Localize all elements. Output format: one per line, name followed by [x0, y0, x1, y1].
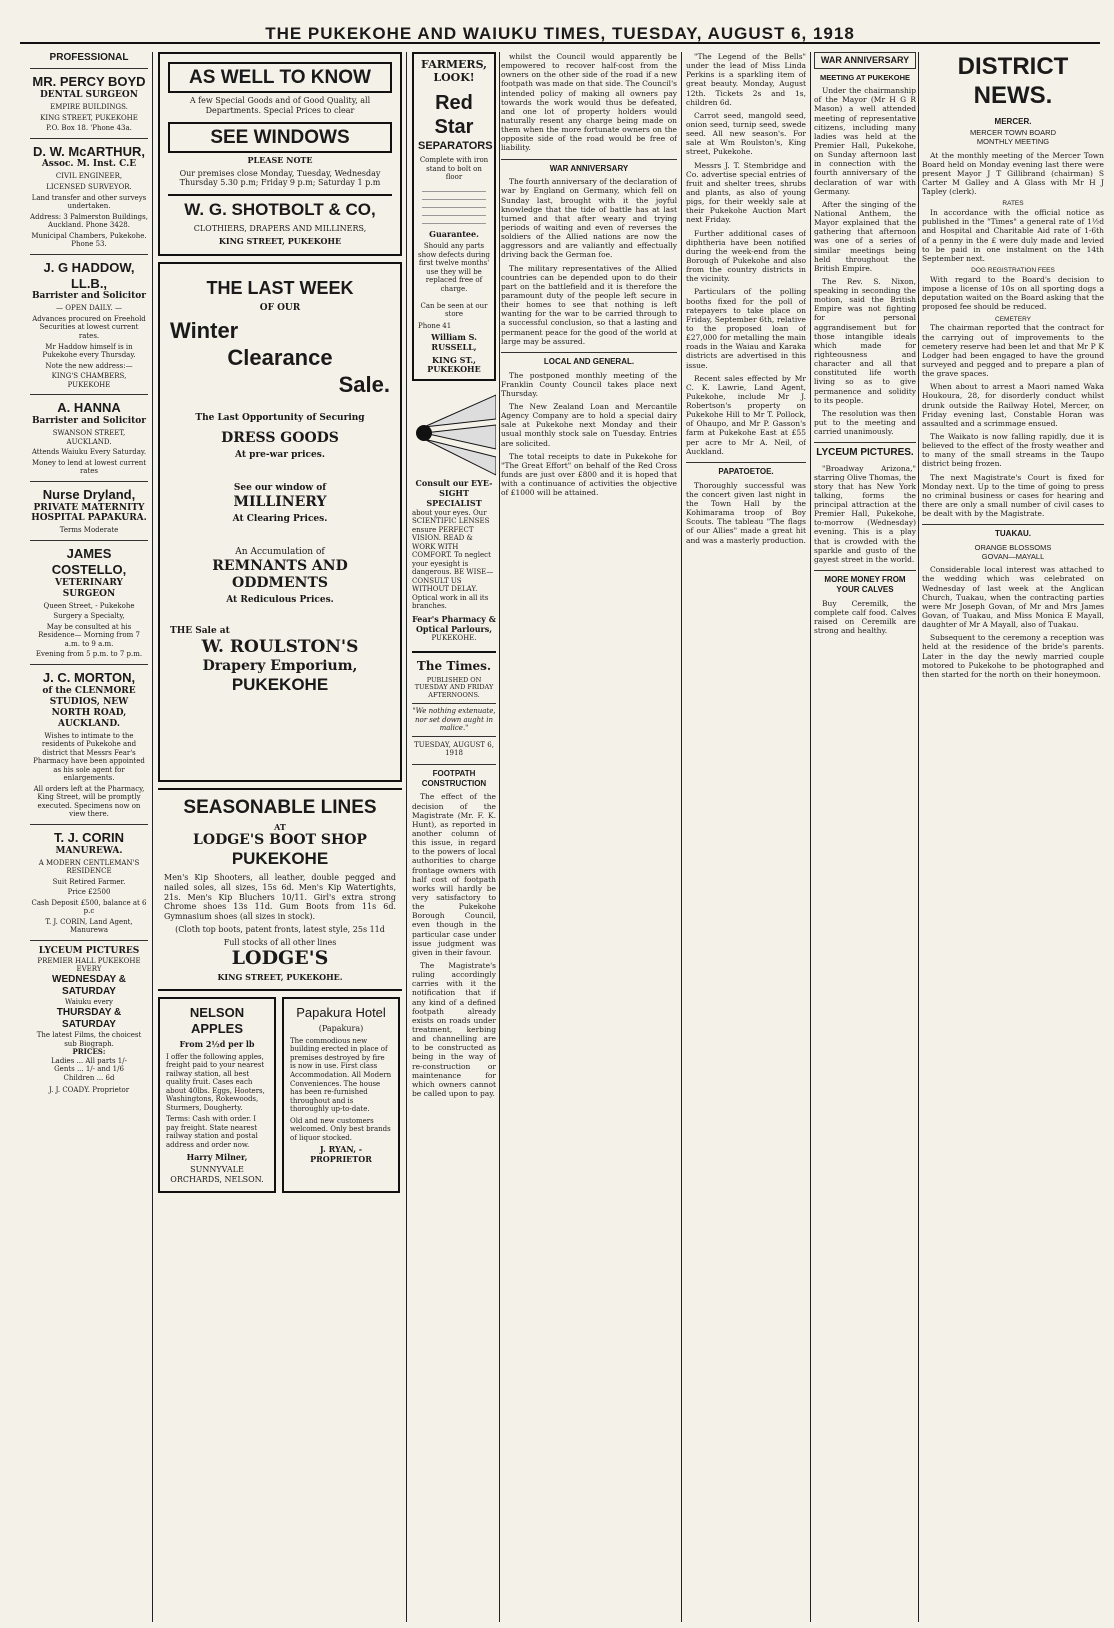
ads-column	[158, 52, 402, 1622]
optical-ad: Consult our EYE-SIGHT SPECIALIST about your eyes. Our SCIENTIFIC LENSES ensure PERFECT VISION. READ & WORK WITH COMFORT. To neglect your eyesight is dangerous. BE WISE—CONSULT US WITHOUT DELAY. Optical work in all its branches. Fear's Pharmacy & Optical Parlours, PUKEKOHE.	[412, 478, 496, 643]
professional-card: D. W. McARTHUR, Assoc. M. Inst. C.E CIVIL ENGINEER, LICENSED SURVEYOR. Land transfer and other surveys undertaken. Address: 3 Palmerston Buildings, Auckland. Phone 3428. Municipal Chambers, Pukekohe. Phone 53.	[30, 139, 148, 255]
war-anniversary-heading: WAR ANNIVERSARY	[501, 159, 677, 174]
calves-heading: MORE MONEY FROM YOUR CALVES	[814, 570, 916, 595]
tuakau-heading: TUAKAU.	[922, 524, 1104, 539]
lyceum-ad: LYCEUM PICTURES PREMIER HALL PUKEKOHE EVERY WEDNESDAY & SATURDAY Waiuku every THURSDAY & SATURDAY The latest Films, the choicest sub Biograph. PRICES: Ladies ... All parts 1/- Gents ... 1/- and 1/6 Children ... 6d J. J. COADY. Proprietor	[36, 945, 142, 1095]
roulston-ad: THE LAST WEEK OF OUR Winter Clearance Sale. The Last Opportunity of Securing DRESS GOODS At pre-war prices. See our window of MILLINERY At Clearing Prices. An Accumulation of REMNANTS AND ODDMENTS At Rediculous Prices. THE Sale at W. ROULSTON'S Drapery Emporium, PUKEKOHE	[158, 262, 402, 782]
lyceum-pictures-heading: LYCEUM PICTURES.	[814, 442, 916, 459]
war-meeting-column: WAR ANNIVERSARY MEETING AT PUKEKOHE Under the chairmanship of the Mayor (Mr H G R Mason) a well attended meeting of representative citizens, including many ladies was held at the Premier Hall, Pukekohe, on Sunday afternoon last in connection with the fourth anniversary of the declaration of war with Germany. After the singing of the National Anthem, the Mayor explained that the gathering that afternoon was one of a series of similar meetings being held throughout the British Empire. The Rev. S. Nixon, speaking in seconding the motion, said the British Empire was not fighting for personal aggrandisement but for those intangible ideals which made for righteousness and character and all that constituted life worth living so as to give permanence and solidity to its people. The resolution was then put to the meeting and carried unanimously. LYCEUM PICTURES. "Broadway Arizona," starring Olive Thomas, the story that has New York talking, forms the principal attraction at the Premier Hall, Pukekohe, to-morrow (Wednesday) evening. This is a play that is crowded with the sparkle and gusto of the gayest street in the world. MORE MONEY FROM YOUR CALVES Buy Ceremilk, the complete calf food. Calves raised on Ceremilk are strong and healthy.	[814, 52, 916, 1622]
lodges-ad: SEASONABLE LINES AT LODGE'S BOOT SHOP PUKEKOHE Men's Kip Shooters, all leather, double pegged and nailed soles, all sizes, 15s 6d. Men's Kip Watertights, 21s. Men's Kip Bluchers 10/11. Girl's extra strong Chrome shoes 13s 11d. Gum Boots from 11s 6d. Gymnasium shoes (all sizes in stock). (Cloth top boots, patent fronts, latest style, 25s 11d Full stocks of all other lines LODGE'S KING STREET, PUKEKOHE.	[158, 788, 402, 991]
professional-card: J. C. MORTON, of the CLENMORE STUDIOS, NEW NORTH ROAD, AUCKLAND. Wishes to intimate to the residents of Pukekohe and district that Messrs Fear's Pharmacy have been appointed as his sole agent for enlargements. All orders left at the Pharmacy, King Street, will be promptly executed. Specimens now on view there.	[30, 665, 148, 825]
nelson-apples-ad: NELSON APPLES From 2½d per lb I offer the following apples, freight paid to your nearest railway station, all best quality fruit. Cases each about 40lbs. Eggs, Hooters, Washingtons, Rokewoods, Sturmers, Dougherty. Terms: Cash with order. I pay freight. State nearest railway station and postal address and order now. Harry Milner, SUNNYVALE ORCHARDS, NELSON.	[158, 997, 276, 1193]
professional-column	[30, 52, 148, 1622]
local-general-heading: LOCAL AND GENERAL.	[501, 352, 677, 367]
times-title: The Times.	[416, 658, 492, 673]
papatoetoe-heading: PAPATOETOE.	[686, 462, 806, 477]
searchlight-illustration	[412, 387, 496, 477]
professional-card: T. J. CORIN MANUREWA. A MODERN CENTLEMAN'S RESIDENCE Suit Retired Farmer. Price £2500 Cash Deposit £500, balance at 6 p.c T. J. CORIN, Land Agent, Manurewa	[30, 825, 148, 941]
professional-card: A. HANNA Barrister and Solicitor SWANSON STREET, AUCKLAND. Attends Waiuku Every Saturday. Money to lend at lowest current rates	[30, 395, 148, 481]
district-news-title: DISTRICT NEWS.	[957, 53, 1069, 110]
shotbolt-ad: AS WELL TO KNOW A few Special Goods and of Good Quality, all Departments. Special Prices to clear SEE WINDOWS PLEASE NOTE Our premises close Monday, Tuesday, Wednesday Thursday 5.30 p.m; Friday 9 p.m; Saturday 1 p.m W. G. SHOTBOLT & CO, CLOTHIERS, DRAPERS AND MILLINERS, KING STREET, PUKEKOHE	[158, 52, 402, 256]
professional-card: MR. PERCY BOYD DENTAL SURGEON EMPIRE BUILDINGS. KING STREET, PUKEKOHE P.O. Box 18. 'Phone 43a.	[30, 69, 148, 138]
professional-card: J. G HADDOW, LL.B., Barrister and Solicitor — OPEN DAILY. — Advances procured on Freehold Securities at lowest current rates. Mr Haddow himself is in Pukekohe every Thursday. Note the new address:— KING'S CHAMBERS, PUKEKOHE	[30, 255, 148, 395]
papakura-hotel-ad: Papakura Hotel (Papakura) The commodious new building erected in place of premises destroyed by fire is now in use. First class Accommodation. All Modern Conveniences. The house has been re-furnished throughout and is thoroughly up-to-date. Old and new customers welcomed. Only best brands of liquor stocked. J. RYAN, - PROPRIETOR	[282, 997, 400, 1193]
editorial-column: whilst the Council would apparently be empowered to recover half-cost from the owners on the other side of the road if a new footpath was made on that side. The Council's intended policy of making all owners pay towards the work would thus be defeated, and one lot of property holders would naturally resent any charge being made on them when the more fortunate owners on the opposite side of the road would be free of liability. WAR ANNIVERSARY The fourth anniversary of the declaration of war by England on Germany, which fell on Sunday last, brought with it the joyful knowledge that the tide of battle has at last turned and that after weary and trying periods of waiting and even of reverses the soldiers of the Allied nations are now the aggressors and are valiantly and effectually driving back the German foe. The military representatives of the Allied countries can be depended upon to do their part on the battlefield and it is therefore the paramount duty of the people left secure in their homes to see that nothing is left wanting for the war to be carried through to a successful conclusion, so that a lasting and permanent peace for the good of the world at large may be assured. LOCAL AND GENERAL. The postponed monthly meeting of the Franklin County Council takes place next Thursday. The New Zealand Loan and Mercantile Agency Company are to hold a special dairy sale at Pukekohe next Monday and their usual monthly stock sale on Tuesday. Entries are solicited. The total receipts to date in Pukekohe for "The Great Effort" on behalf of the Red Cross funds are just over £800 and it is hoped that with a continuance of activities the objective of £1000 will be attained.	[501, 52, 677, 498]
professional-card: JAMES COSTELLO, VETERINARY SURGEON Queen Street, - Pukekohe Surgery a Specialty, May be consulted at his Residence— Morning from 7 a.m. to 9 a.m. Evening from 5 p.m. to 7 p.m.	[30, 541, 148, 665]
professional-card: Nurse Dryland, PRIVATE MATERNITY HOSPITAL PAPAKURA. Terms Moderate	[30, 482, 148, 541]
local-news-column: "The Legend of the Bells" under the lead of Miss Linda Perkins is a sparkling item of great beauty. Monday, August 12th. Tickets 2s and 1s, children 6d. Carrot seed, mangold seed, onion seed, turnip seed, swede seed. All new season's. For sale at Wm Roulston's, King street, Pukekohe. Messrs J. T. Stembridge and Co. advertise special entries of fruit and shelter trees, shrubs and plants, as also of young pigs, for their weekly sale at their Pukekohe Auction Mart next Friday. Further additional cases of diphtheria have been notified during the week-end from the Borough of Pukekohe and also from the country districts in the vicinity. Particulars of the polling booths fixed for the poll of ratepayers to take place on Friday, September 6th, relative to the proposed loan of £27,000 for metalling the main roads in the Waiau and Karaka districts are advertised in this issue. Recent sales effected by Mr C. K. Lawrie, Land Agent, Pukekohe, include Mr J. Robertson's property on Pukekohe Hill to Mr T. Pollock, of Ohaupo, and Mr P. Gasson's farm at Pukekohe East at £55 per acre to Mr A. Neil, of Auckland. PAPATOETOE. Thoroughly successful was the concert given last night in the Town Hall by the Kohimarama troop of Boy Scouts. The tableau "The flags of our Allies" made a great hit and was a masterly production.	[686, 52, 806, 545]
footpath-heading: FOOTPATH CONSTRUCTION	[412, 764, 496, 789]
district-news-column: DISTRICT NEWS. MERCER. MERCER TOWN BOARD MONTHLY MEETING At the monthly meeting of the Mercer Town Board held on Monday evening last there were present Mayor J T Gillibrand (chairman) S Carter M Galley and A Glass with Mr H J Tapley (clerk). RATES In accordance with the official notice as published in the "Times" a general rate of 1½d and Hospital and Charitable Aid rate of 1-6th of a penny in the £ were duly made and levied to be paid in one instalment on the 14th September next. DOG REGISTRATION FEES With regard to the Board's decision to impose a license of 10s on all sporting dogs a deputation waited on the Board asking that the proposed fee should be reduced. CEMETERY The chairman reported that the contract for the carrying out of improvements to the cemetery reserve had been let and that Mr P K Lodger had been engaged to have the ground surveyed and pegged and to prepare a plan of the grave spaces. When about to arrest a Maori named Waka Houkoura, 28, for disorderly conduct whilst drunk outside the Railway Hotel, Mercer, on Friday evening last, Constable Horan was assaulted and a scrimmage ensued. The Waikato is now falling rapidly, due it is believed to the effect of the frosty weather and to many of the small streams in the Taupo district being frozen. The next Magistrate's Court is fixed for Monday next. Up to the time of going to press no criminal business or cases for hearing and there are only a small number of civil cases to be dealt with by the Magistrate. TUAKAU. ORANGE BLOSSOMS GOVAN—MAYALL Considerable local interest was attached to the wedding which was celebrated on Wednesday of last week at the Anglican Church, Tuakau, when the contracting parties were Mr Joseph Govan, of Mr and Mrs James Govan, of Tuakau, and Miss Monica E Mayall, daughter of Mr A Mayall, also of Tuakau. Subsequent to the ceremony a reception was held at the residence of the bride's parents. Later in the day the newly married couple motored to Pukekohe to be photographed and then started for the north on their honeymoon.	[922, 53, 1104, 679]
professional-header: PROFESSIONAL	[30, 52, 148, 69]
red-star-ad: FARMERS, LOOK! Red Star SEPARATORS Complete with iron stand to bolt on floor Guarantee. Should any parts show defects during first twelve months' use they will be replaced free of charge. Can be seen at our store Phone 41 William S. RUSSELL, KING ST., PUKEKOHE	[412, 52, 496, 381]
masthead: THE PUKEKOHE AND WAIUKU TIMES, TUESDAY, AUGUST 6, 1918	[20, 24, 1100, 44]
small-ads-column: FARMERS, LOOK! Red Star SEPARATORS Complete with iron stand to bolt on floor Guarantee. Should any parts show defects during first twelve months' use they will be replaced free of charge. Can be seen at our store Phone 41 William S. RUSSELL, KING ST., PUKEKOHE Consult our EYE-SIGHT SPECIALIST about your eyes. Our SCIENTIFIC LENSES ensure PERFECT VISION. READ & WORK WITH COMFORT. To neglect your eyesight is dangerous. BE WISE—CONSULT US WITHOUT DELAY. Optical work in all its branches. Fear's Pharmacy & Optical Parlours, PUKEKOHE. The Times. PUBLISHED ON TUESDAY AND FRIDAY AFTERNOONS. "We nothing extenuate, nor set down aught in malice." TUESDAY, AUGUST 6, 1918 FOOTPATH CONSTRUCTION The effect of the decision of the Magistrate (Mr. F. K. Hunt), as reported in another column of this issue, in regard to the powers of local authorities to charge frontage owners with half cost of footpath works will hardly be very satisfactory to the Pukekohe Borough Council, even though in the particular case under issue judgment was given in their favour. The Magistrate's ruling accordingly carries with it the notification that if any kind of a defined footpath already exists on roads under treatment, kerbing and channelling are to be constructed as being in the way of re-construction or maintenance for which owners cannot be called upon to pay.	[412, 52, 496, 1622]
